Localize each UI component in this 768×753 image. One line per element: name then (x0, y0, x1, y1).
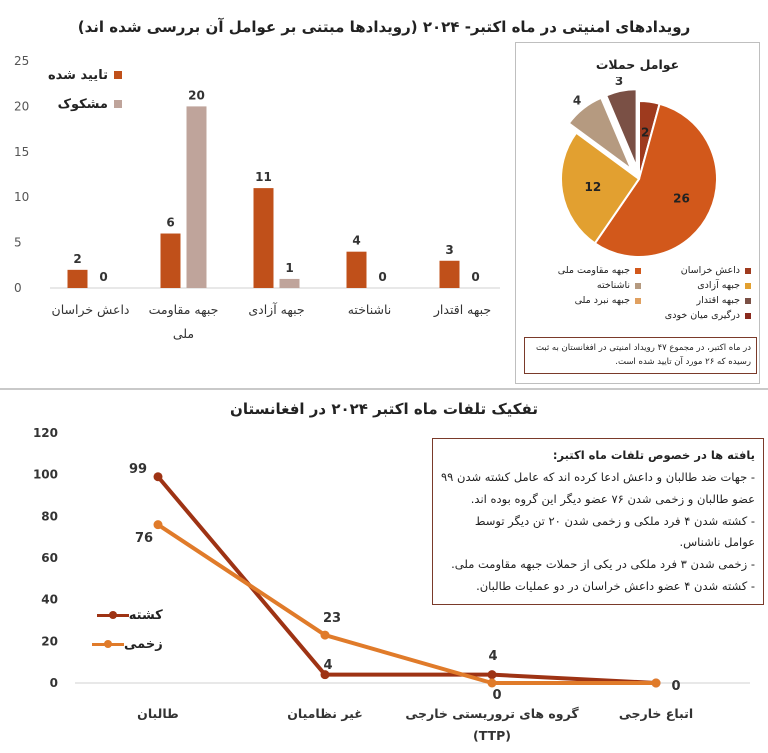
pie-chart (516, 77, 759, 277)
x-tick-label: جبهه مقاومت (148, 302, 219, 317)
bar-legend-item (48, 97, 122, 112)
x-tick-label: طالبان (137, 706, 179, 721)
legend-label: داعش خراسان (680, 265, 740, 276)
pie-legend-item (641, 310, 751, 321)
y-tick-label: 5 (14, 235, 22, 250)
pie-legend-item (531, 265, 641, 276)
legend-label: جبهه مقاومت ملی (557, 265, 630, 276)
pie-note: در ماه اکتبر، در مجموع ۴۷ رویداد امنیتی در افغانستان به ثبت رسیده که ۲۶ مورد آن تایید شده است. (524, 337, 757, 374)
bar-value-label: 11 (255, 170, 272, 185)
finding-item: - کشته شدن ۴ فرد ملکی و زخمی شدن ۲۰ تن دیگر توسط عوامل ناشناس. (474, 513, 755, 550)
legend-label: مشکوک (57, 97, 108, 112)
legend-label: ناشناخته (596, 280, 630, 291)
line-legend-item (88, 608, 163, 623)
point-value-label: 0 (492, 688, 502, 703)
pie-legend-item (531, 295, 641, 306)
line-legend (88, 608, 163, 666)
y-tick-label: 80 (41, 509, 58, 524)
pie-legend-item (641, 295, 751, 306)
y-tick-label: 100 (32, 467, 58, 482)
bar-value-label: 2 (73, 251, 82, 266)
pie-legend (526, 265, 751, 325)
x-tick-label: ناشناخته (347, 302, 392, 317)
bar-value-label: 3 (445, 242, 454, 257)
y-tick-label: 0 (49, 676, 58, 690)
point-value-label: 4 (323, 658, 333, 673)
legend-swatch (114, 100, 122, 108)
legend-label: کشته (128, 608, 163, 623)
finding-item: - کشته شدن ۴ عضو داعش خراسان در دو عملیات طالبان. (476, 579, 755, 594)
bar-value-label: 0 (471, 270, 480, 284)
top-chart-title: رویدادهای امنیتی در ماه اکتبر- ۲۰۲۴ (رویدادها مبتنی بر عوامل آن بررسی شده اند) (77, 18, 691, 36)
pie-value-label: 26 (673, 191, 690, 206)
point-value-label: 76 (134, 531, 154, 546)
data-point (488, 679, 497, 688)
findings-title: یافته ها در خصوص تلفات ماه اکتبر: (552, 448, 755, 462)
bar-confirmed (347, 252, 367, 288)
x-tick-label: جبهه آزادی (248, 302, 305, 317)
legend-label: جبهه نبرد ملی (574, 295, 630, 306)
y-tick-label: 20 (14, 99, 30, 114)
findings-box (432, 438, 764, 605)
point-value-label: 4 (488, 649, 498, 664)
legend-swatch (92, 643, 124, 646)
bar-value-label: 0 (378, 270, 387, 284)
bar-confirmed (254, 188, 274, 288)
data-point (321, 631, 330, 640)
legend-swatch (745, 313, 751, 319)
x-tick-label: غیر نظامیان (287, 706, 363, 721)
findings-list (441, 467, 755, 598)
y-tick-label: 0 (14, 281, 22, 295)
bar-value-label: 4 (352, 233, 361, 248)
legend-swatch (114, 71, 122, 79)
x-tick-label: گروه های تروریستی خارجی (405, 706, 579, 721)
x-tick-label: (TTP) (473, 728, 511, 743)
pie-legend-item (641, 265, 751, 276)
pie-value-label: 4 (572, 93, 582, 108)
data-point (154, 520, 163, 529)
bar-suspected (187, 106, 207, 288)
pie-value-label: 2 (641, 125, 650, 140)
pie-chart-box (515, 42, 760, 384)
data-point (154, 472, 163, 481)
y-tick-label: 60 (41, 551, 58, 565)
bar-confirmed (440, 261, 460, 288)
legend-swatch (745, 268, 751, 274)
legend-label: جبهه آزادی (697, 280, 740, 291)
pie-legend-item (531, 280, 641, 291)
pie-title: عوامل حملات (595, 57, 680, 72)
legend-swatch (97, 614, 129, 617)
data-point (652, 679, 661, 688)
x-tick-label: اتباع خارجی (618, 706, 694, 721)
bar-legend (48, 68, 122, 126)
line-legend-item (88, 637, 163, 652)
point-value-label: 99 (128, 462, 148, 477)
bar-legend-item (48, 68, 122, 83)
y-tick-label: 15 (14, 144, 30, 159)
bar-value-label: 1 (285, 260, 294, 275)
bar-suspected (280, 279, 300, 288)
legend-label: درگیری میان خودی (664, 310, 740, 321)
pie-value-label: 12 (584, 179, 602, 194)
finding-item: - زخمی شدن ۳ فرد ملکی در یکی از حملات جبهه مقاومت ملی. (451, 557, 755, 572)
legend-label: تایید شده (48, 68, 108, 83)
legend-swatch (745, 283, 751, 289)
bar-value-label: 0 (99, 270, 108, 284)
legend-swatch (745, 298, 751, 304)
y-tick-label: 20 (41, 634, 58, 649)
bar-value-label: 6 (166, 215, 175, 230)
casualties-panel (0, 390, 768, 753)
legend-label: زخمی (124, 637, 163, 652)
bottom-chart-title: تفکیک تلفات ماه اکتبر ۲۰۲۴ در افغانستان (230, 400, 538, 418)
pie-legend-item (641, 280, 751, 291)
y-tick-label: 40 (41, 592, 58, 607)
pie-value-label: 3 (614, 77, 624, 89)
bar-confirmed (161, 234, 181, 288)
x-tick-label: جبهه اقتدار (433, 302, 492, 317)
x-tick-label: ملی (172, 326, 195, 341)
data-point (488, 670, 497, 679)
y-tick-label: 120 (32, 426, 58, 440)
x-tick-label: داعش خراسان (51, 302, 130, 317)
bar-confirmed (68, 270, 88, 288)
y-tick-label: 25 (14, 54, 30, 68)
point-value-label: 23 (322, 611, 342, 626)
finding-item: - جهات ضد طالبان و داعش ادعا کرده اند که عامل کشته شدن ۹۹ عضو طالبان و زخمی شدن ۷۶ عضو دیگر این گروه بوده اند. (441, 469, 755, 506)
bar-value-label: 20 (188, 88, 205, 103)
y-tick-label: 10 (14, 190, 30, 205)
point-value-label: 0 (671, 679, 681, 694)
legend-label: جبهه اقتدار (696, 295, 740, 306)
